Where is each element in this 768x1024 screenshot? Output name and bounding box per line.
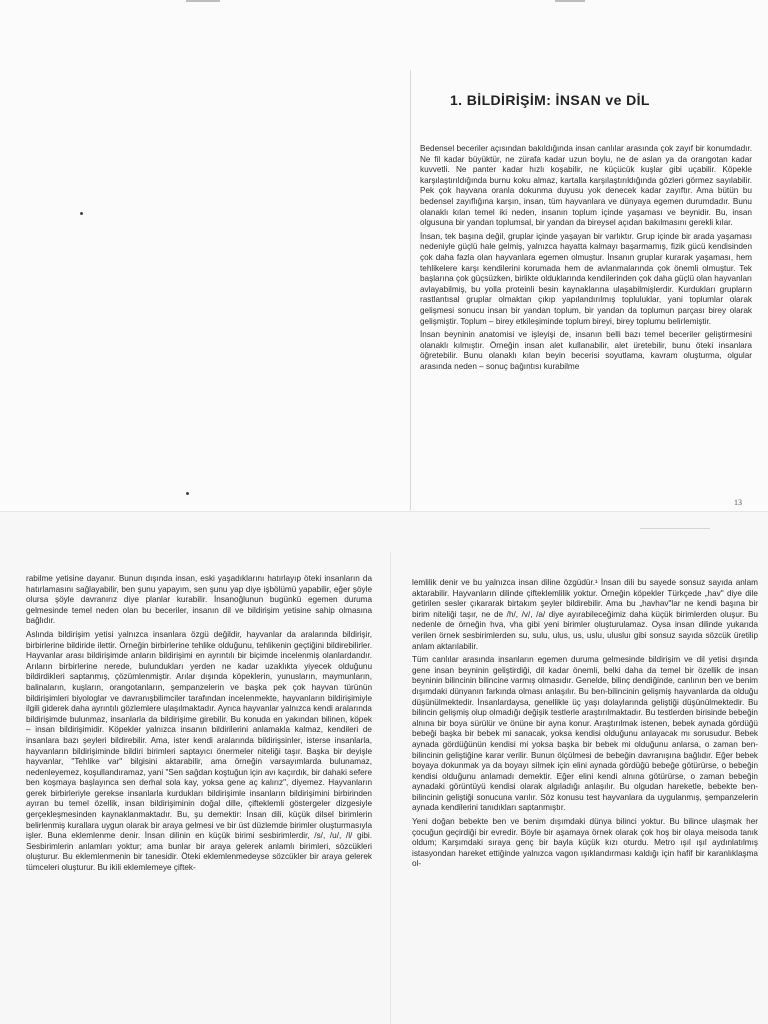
paragraph: lemlilik denir ve bu yalnızca insan diline özgüdür.¹ İnsan dili bu sayede sonsuz sayıda anlam aktarabilir. Hayvanların dilinde çifteklemlilik yoktur. Örneğin köpekler Türkçede „hav" diye dile getirilen sesler çıkararak birtakım şeyler bildirebilir. Ama bu „havhav"lar ne kendi başına bir birim niteliği taşır, ne de /h/, /v/, /a/ diye ayırabileceğimiz daha küçük birimlerden oluşur. Bu nedenle de örneğin hva, vha gibi yeni birimler oluşturulamaz. Oysa insan dilinde yukarıda verilen örnek sesbirimlerden su, sulu, ulus, us, uslu, ulusluı gibi sonsuz sayıda sözcük üretilip anlam aktarılabilir. [412, 578, 758, 651]
page-spread-14-15 [0, 512, 768, 1024]
top-rule-right [555, 0, 585, 2]
paragraph: Aslında bildirişim yetisi yalnızca insanlara özgü değildir, hayvanlar da aralarında bildirişir, birbirlerine bildiride ilettir. Örneğin birbirlerine tehlike olduğunu, tehlikenin geçtiğini bildirebilirler. Hayvanlar arası bildirişimde anların bildirişimi en ayrıntılı bir biçimde incelenmiş olanlardandır. Arıların birbirlerine nerede, bulundukları yerden ne kadar uzaklıkta yiyecek olduğunu bildirdikleri saptanmış, çözümlenmiştir. Arılar dışında köpeklerin, yunusların, maymunların, balinaların, kuşların, orangotanların, şempanzelerin ve başka pek çok hayvan türünün bildirişimleri biyologlar ve davranışbilimciler tarafından incelenmekte, hayvanların bildirişimiyle ilgili giderek daha ayrıntılı gözlemlere ulaşılmaktadır. Ayrıca hayvanlar yalnızca kendi aralarında bildirişimde bulunmaz, insanlarla da bildirişime girebilir. Bu konuda en yakından bilinen, köpek – insan bildirişimidir. Köpekler yalnızca insanın bildirilerini anlamakla kalmaz, kendileri de insanlara bazı şeyleri bildirebilir. Ama, ister kendi aralarında bildirişsinler, isterse insanlarla, hayvanların bildirişiminde bildiri birimleri saptayıcı önermeler niteliği taşır. Başka bir deyişle hayvanlar, "Tehlike var" bilgisini aktarabilir, ama örneğin varsayımlarda bulunamaz, nedenleyemez, koşullandıramaz, yani "Sen sağdan koştuğun için avı kaçırdık, bir dahaki sefere ben koşmaya başlayınca sen derhal sola kay, yoksa gene aç kalırız", diyemez. Hayvanların gerek birbirleriyle gerekse insanlarla kurdukları bildirişimle insanların bildirişimini birbirinden ayıran bu temel özellik, insan bildirişiminin doğal dille, çifteklemli göstergeler dizgesiyle gerçekleşmesinden kaynaklanmaktadır. Bu, şu demektir: İnsan dili, küçük dilsel birimlerin belirlenmiş kurallara uygun olarak bir araya gelmesi ve bir üst düzlemde birimler oluşturmasıyla işler. Buna eklemlenme denir. İnsan dilinin en küçük birimi sesbirimlerdir, /s/, /u/, /l/ gibi. Sesbirimlerin anlamları yoktur; ama bunlar bir araya gelerek anlamlı birimleri, sözcükleri oluşturur. Bu eklemlenmenin bir tanesidir. Öteki eklemlenmedeyse sözcükler bir araya gelerek tümceleri oluşturur. Bu ikili eklemlemeye çiftek- [26, 629, 372, 873]
paragraph: rabilme yetisine dayanır. Bunun dışında insan, eski yaşadıklarını hatırlayıp öteki insanların da hatırlamasını sağlayabilir, ben şunu yapayım, sen şunu yap diye işbölümü yapabilir, eğer şöyle olursa şöyle davranırız diye planlar kurabilir. İnsanoğlunun bugünkü egemen duruma gelmesinde temel neden olan bu beceriler, insanın dil ve bildirişim yetisine sahip olmasına bağlıdır. [26, 574, 372, 626]
speck-mark [80, 212, 83, 215]
paragraph: İnsan, tek başına değil, gruplar içinde yaşayan bir varlıktır. Grup içinde bir arada yaşaması nedeniyle güçlü hale gelmiş, yalnızca hayatta kalmayı başarmamış, fizik gücü kendisinden çok daha fazla olan hayvanlara egemen olmuştur. İnsanın gruplar kurarak yaşaması, hem tehlikelere karşı kendilerini korumada hem de avlanmalarında çok önemli olmuştur. Tek başlarına çok güçsüzken, birlikte olduklarında kendilerinden çok daha güçlü olan hayvanları avlayabilmiş, bu yolla proteinli besin kaynaklarına ulaşabilmişlerdir. Kurdukları grupların rastlantısal gruplar olmaktan çıkıp yapılandırılmış topluluklar, yani toplumlar olarak gelişmesi sonucu insan bir yandan toplum, bir yandan da toplumun parçası birey olarak gelişmiştir. Toplum – birey etkileşiminde toplum bireyi, birey toplumu belirlemiştir. [420, 231, 752, 326]
paragraph: Tüm canlılar arasında insanların egemen duruma gelmesinde bildirişim ve dil yetisi dışında gene insan beyninin geliştirdiği, dil kadar önemli, belki daha da temel bir özellik de insan beyninin bilincinin bilincine varmış olmasıdır. Genelde, bilinç dendiğinde, canlının ben ve benim dışımdaki dünyanın farkında olması anlaşılır. Bu ben-bilincinin gelişmiş hayvanlarda da olduğu düşünülmektedir. İnsanlardaysa, genellikle üç yaşı dolaylarında geliştiği düşünülmektedir. Bu bilincin gelişmiş olup olmadığı değişik testlerle araştırılmaktadır. Bu testlerden birisinde bebeğin alnına bir boya sürülür ve önüne bir ayna konur. Araştırılmak istenen, bebek aynada gördüğü bebeği başka bir bebek mi sanacak, yoksa kendisi olduğunu anlayacak mı sorusudur. Bebek aynada gördüğünün kendisi mi yoksa başka bir bebek mi olduğunu anlarsa, o zaman ben-bilincinin geliştiğine karar verilir. Bunun ölçülmesi de bebeğin davranışına bağlıdır. Eğer bebek boyaya dokunmak ya da boyayı silmek için elini aynada gördüğü bebeğe götürürse, o bebeğin kendisi olduğunu anlamadı demektir. Eğer elini kendi alnına götürürse, o zaman bebeğin aynadaki görüntüyü kendisi olarak algıladığı anlaşılır. Bu olgudan hareketle, bebekte ben-bilincinin geliştiği sonucuna varılır. Söz konusu test hayvanlara da uygulanmış, şempanzelerin aynada kendilerini tanıdıkları saptanmıştır. [412, 655, 758, 813]
top-rule-left [186, 0, 220, 2]
top-rule [640, 528, 710, 529]
left-text-column [26, 574, 372, 1020]
paragraph: Bedensel beceriler açısından bakıldığında insan canlılar arasında çok zayıf bir konumdadır. Ne fil kadar büyüktür, ne zürafa kadar uzun boylu, ne de aslan ya da orangotan kadar kuvvetli. Ne panter kadar hızlı koşabilir, ne küçücük kuşlar gibi uçabilir. Köpekle karşılaştırıldığında burnu koku almaz, kartalla karşılaştırıldığında gözleri görmez sayılabilir. Pek çok hayvana oranla dokunma duyusu yok denecek kadar zayıftır. Ama bütün bu bedensel zayıflığına karşın, insan, tüm hayvanlara ve dünyaya egemen durumdadır. Bunu olanaklı kılan temel iki neden, insanın toplum içinde yaşaması ve beynidir. Bu, insan olgusuna bir yandan toplumsal, bir yandan da bireysel açıdan bakılmasını gerekli kılar. [420, 144, 752, 228]
right-text-column [412, 578, 758, 1020]
paragraph: Yeni doğan bebekte ben ve benim dışımdaki dünya bilinci yoktur. Bu bilince ulaşmak her çocuğun geçirdiği bir evredir. Böyle bir aşamaya örnek olarak çok hoş bir olaya meisoda tanık oldum; Karşımdaki sıraya genç bir bayla küçük kızı oturdu. Metro ışıl ışıl aydınlatılmış istasyondan hareket ettiğinde yalnızca vagon ışıklandırması kaldığı için hafif bir karanlıklaşma ol- [412, 817, 758, 869]
binding-line [390, 552, 391, 1024]
binding-line [410, 70, 411, 510]
speck-mark [186, 492, 189, 495]
page-13-text-column [420, 144, 752, 486]
page-number: 13 [734, 498, 742, 507]
chapter-title: 1. BİLDİRİŞİM: İNSAN ve DİL [450, 92, 650, 108]
paragraph: İnsan beyninin anatomisi ve işleyişi de, insanın belli bazı temel beceriler geliştirmesini olanaklı kılmıştır. Örneğin insan alet kullanabilir, alet üretebilir, bunu öteki insanlara öğretebilir. Bunu olanaklı kılan beyin becerisi soyutlama, kavram oluşturma, olgular arasında neden – sonuç bağıntısı kurabilme [420, 330, 752, 371]
